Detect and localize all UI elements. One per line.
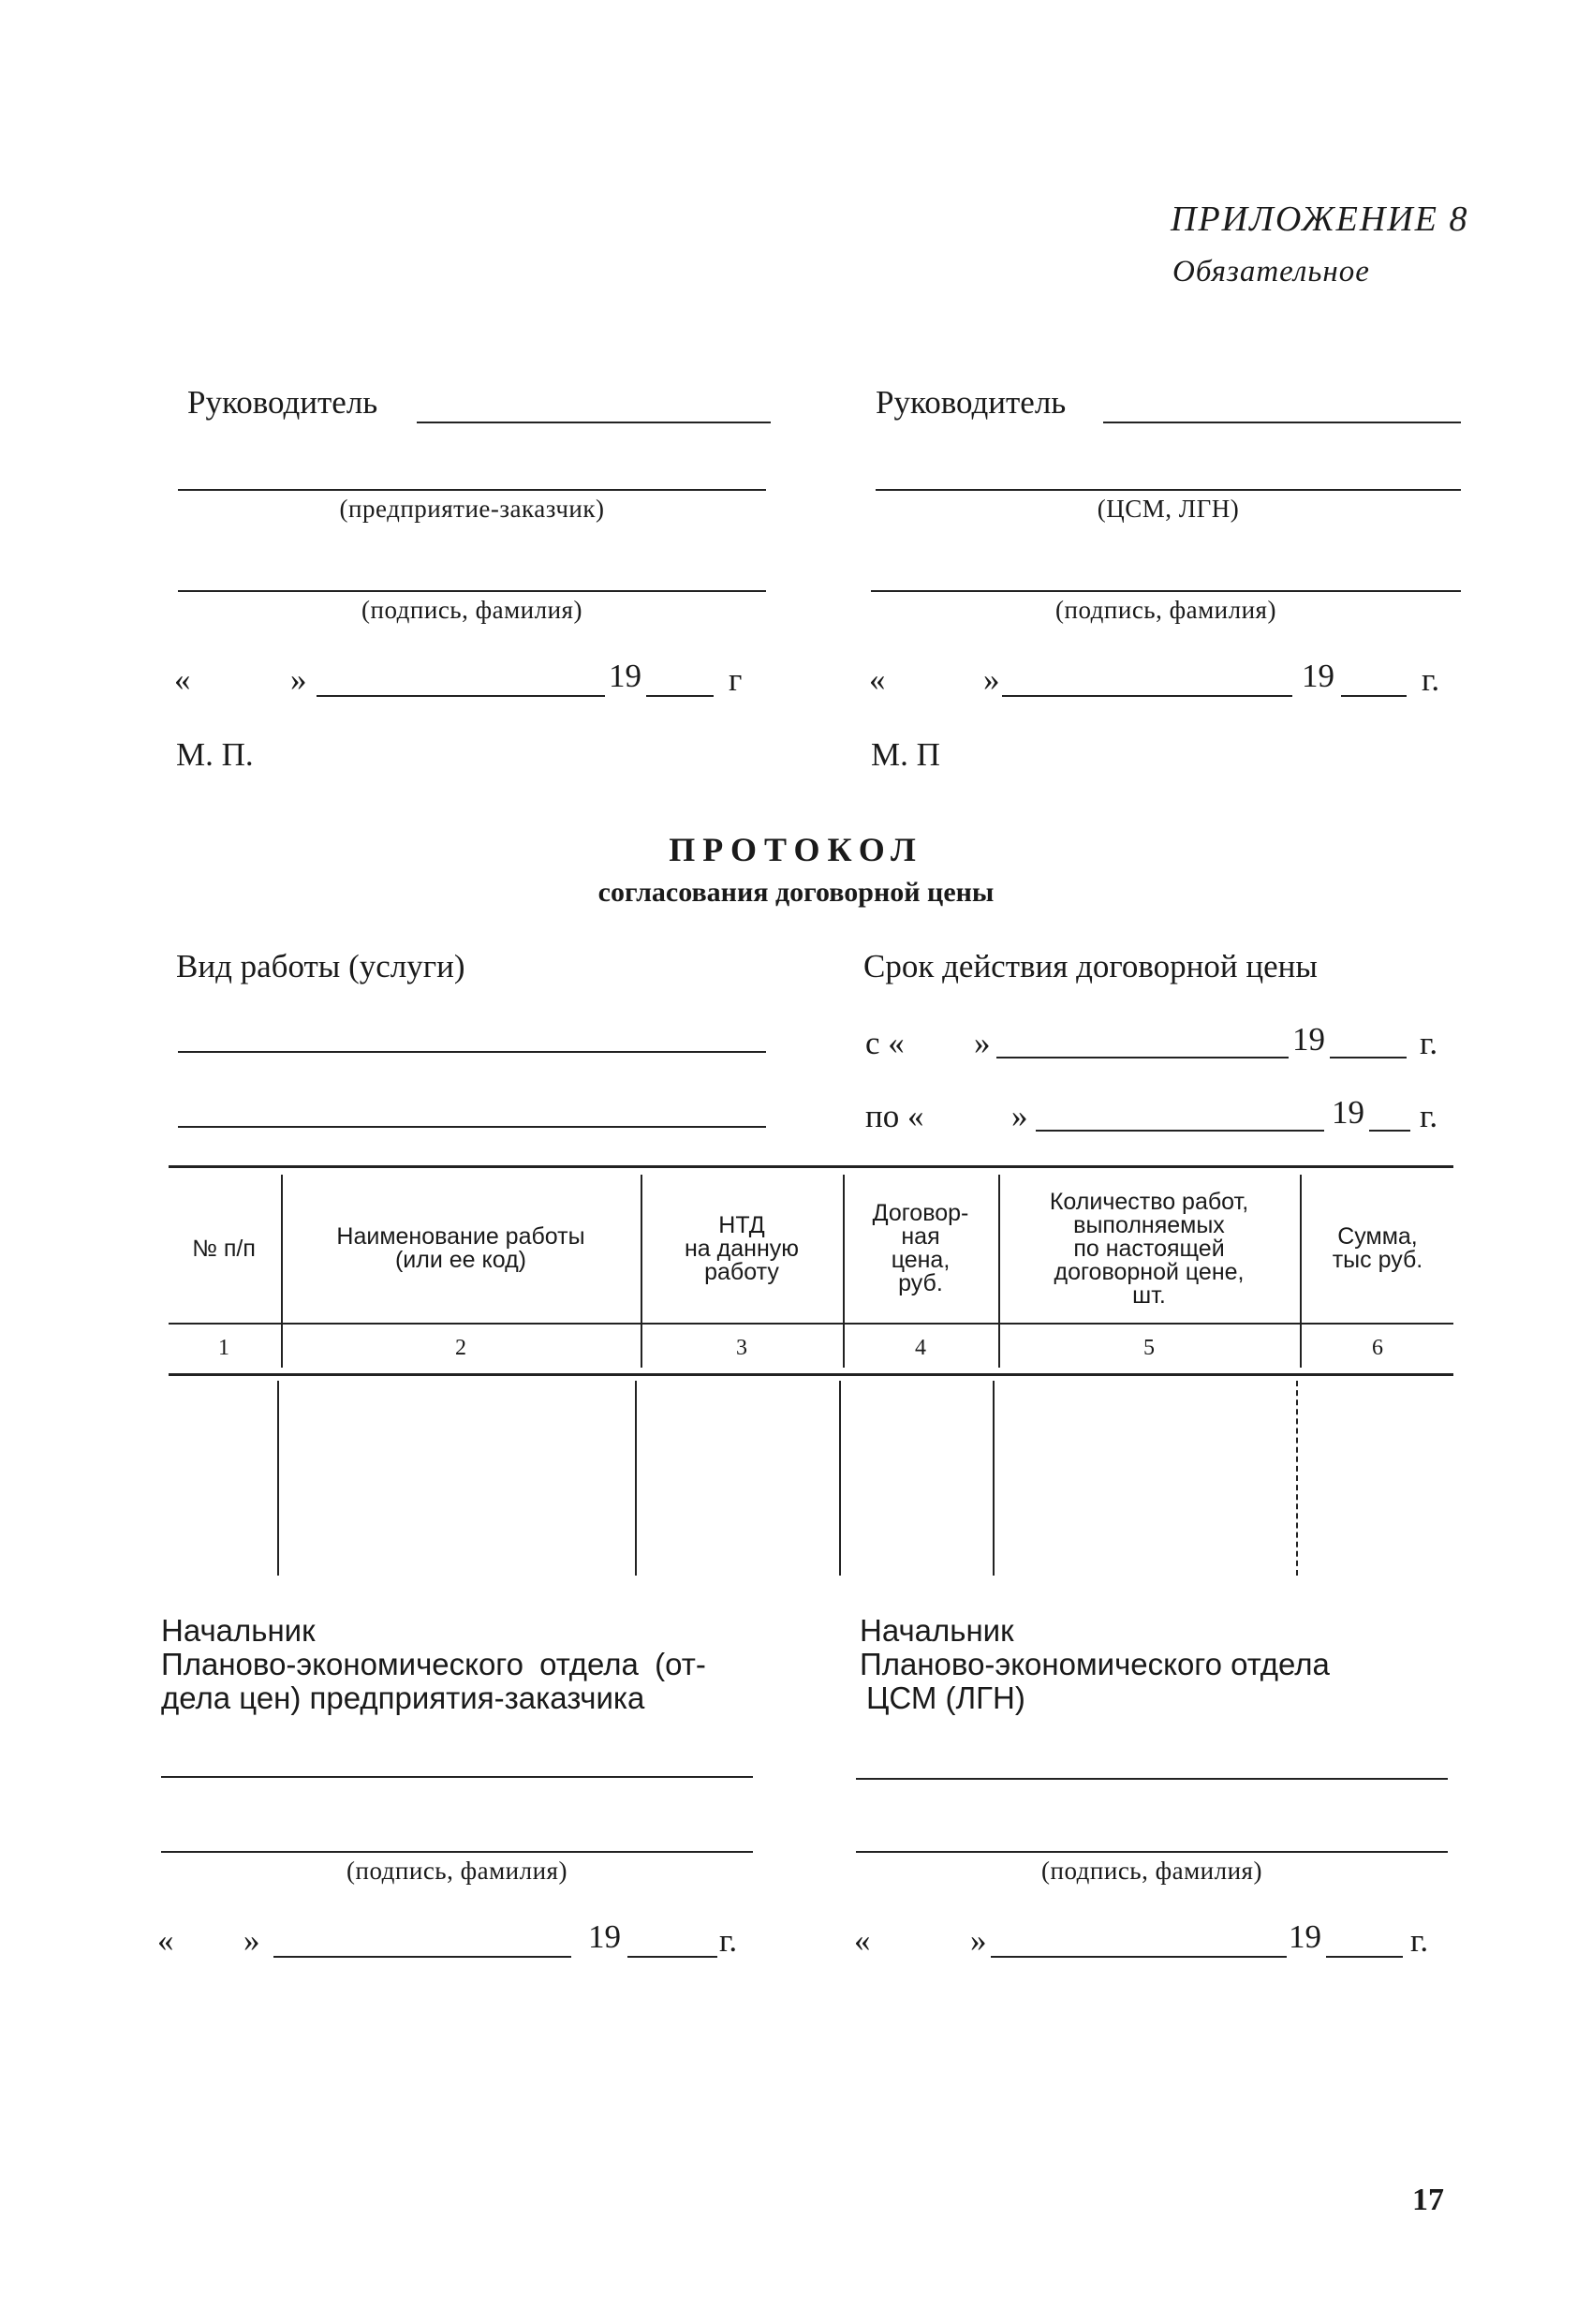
signature-left-dept-line1: Планово-экономического отдела (от- xyxy=(161,1647,706,1681)
table-divider-3 xyxy=(843,1175,845,1368)
table-body-divider-3 xyxy=(839,1381,841,1576)
signature-left-year: 19 xyxy=(588,1918,621,1955)
col-header-6-line-2: тыс руб. xyxy=(1332,1247,1423,1273)
col-header-4-line-4: руб. xyxy=(898,1270,943,1296)
approval-right-org-caption: (ЦСМ, ЛГН) xyxy=(1097,495,1240,523)
signature-left-year-line[interactable] xyxy=(627,1956,717,1958)
signature-right-year-suffix: г. xyxy=(1410,1922,1429,1959)
validity-label: Срок действия договорной цены xyxy=(863,948,1318,984)
validity-from-year-suffix: г. xyxy=(1420,1025,1438,1061)
col-header-4-line-2: ная xyxy=(901,1223,940,1250)
signature-right-date-close: » xyxy=(970,1922,987,1959)
signature-right-date-open: « xyxy=(854,1922,871,1959)
approval-right-year-line[interactable] xyxy=(1341,695,1407,697)
approval-left-year-suffix: г xyxy=(729,661,743,698)
table-body-cell-6[interactable] xyxy=(1300,1381,1452,1576)
col-number-2: 2 xyxy=(455,1336,466,1360)
page-number: 17 xyxy=(1412,2183,1444,2217)
col-header-6-text xyxy=(1333,1225,1423,1272)
signature-left-line-1[interactable] xyxy=(161,1776,753,1778)
approval-right-date-line[interactable] xyxy=(1002,695,1292,697)
col-number-3: 3 xyxy=(736,1336,747,1360)
signature-right-dept-line2: ЦСМ (ЛГН) xyxy=(866,1680,1025,1715)
appendix-title: ПРИЛОЖЕНИЕ 8 xyxy=(1171,200,1469,239)
table-top-rule xyxy=(169,1165,1453,1168)
approval-left-org-caption: (предприятие-заказчик) xyxy=(339,495,605,523)
validity-from-date-close: » xyxy=(974,1025,991,1061)
col-header-6-line-1: Сумма, xyxy=(1337,1223,1418,1250)
col-header-1 xyxy=(169,1178,279,1319)
signature-left-role: Начальник xyxy=(161,1613,316,1648)
col-header-2-text xyxy=(336,1225,584,1272)
approval-right-year-suffix: г. xyxy=(1422,661,1440,698)
signature-right-year: 19 xyxy=(1289,1918,1321,1955)
work-type-line-2[interactable] xyxy=(178,1126,766,1128)
col-header-4-line-3: цена, xyxy=(891,1247,951,1273)
signature-left-date-line[interactable] xyxy=(273,1956,571,1958)
approval-left-date-line[interactable] xyxy=(317,695,605,697)
validity-to-date-close: » xyxy=(1011,1098,1028,1134)
validity-to-year: 19 xyxy=(1332,1094,1364,1131)
table-body-cell-4[interactable] xyxy=(843,1381,991,1576)
approval-right-year: 19 xyxy=(1302,658,1334,694)
col-header-6 xyxy=(1302,1178,1453,1319)
col-header-5-line-3: по настоящей xyxy=(1073,1235,1225,1262)
col-number-4: 4 xyxy=(915,1336,926,1360)
col-header-1-text xyxy=(192,1237,256,1261)
approval-left-year-line[interactable] xyxy=(646,695,714,697)
table-body-divider-5 xyxy=(1296,1381,1298,1576)
table-body-divider-2 xyxy=(635,1381,637,1576)
validity-to-year-line[interactable] xyxy=(1369,1130,1410,1132)
table-body-cell-3[interactable] xyxy=(639,1381,837,1576)
table-body-cell-5[interactable] xyxy=(996,1381,1294,1576)
table-body-divider-4 xyxy=(993,1381,995,1576)
col-header-4-text xyxy=(873,1202,969,1295)
col-header-5 xyxy=(1000,1178,1298,1319)
table-body-cell-2[interactable] xyxy=(281,1381,633,1576)
col-header-3-line-2: на данную xyxy=(684,1235,799,1262)
table-divider-5 xyxy=(1300,1175,1302,1368)
approval-right-signature-line[interactable] xyxy=(871,590,1461,592)
signature-right-year-line[interactable] xyxy=(1326,1956,1403,1958)
col-header-5-line-5: шт. xyxy=(1132,1281,1166,1309)
table-numbers-rule xyxy=(169,1373,1453,1376)
approval-right-seal: М. П xyxy=(871,736,940,773)
approval-right-signature-caption: (подпись, фамилия) xyxy=(1055,596,1276,624)
table-divider-1 xyxy=(281,1175,283,1368)
col-number-1: 1 xyxy=(218,1336,229,1360)
signature-left-date-open: « xyxy=(157,1922,174,1959)
col-header-3-line-3: работу xyxy=(704,1258,779,1285)
col-number-6: 6 xyxy=(1372,1336,1383,1360)
validity-from-prefix: с « xyxy=(865,1025,905,1061)
approval-left-date-close: » xyxy=(290,661,307,698)
signature-left-dept-line2: дела цен) предприятия-заказчика xyxy=(161,1680,645,1715)
approval-left-signature-line[interactable] xyxy=(178,590,766,592)
table-divider-4 xyxy=(998,1175,1000,1368)
approval-left-signature-caption: (подпись, фамилия) xyxy=(361,596,582,624)
appendix-status: Обязательное xyxy=(1172,255,1370,289)
signature-right-dept-line1: Планово-экономического отдела xyxy=(860,1647,1330,1681)
col-number-5: 5 xyxy=(1143,1336,1155,1360)
protocol-subtitle: согласования договорной цены xyxy=(597,877,995,908)
approval-right-role: Руководитель xyxy=(876,384,1067,421)
col-header-2-line-2: (или ее код) xyxy=(394,1247,527,1273)
approval-left-role-line[interactable] xyxy=(417,422,771,423)
col-header-5-line-2: выполняемых xyxy=(1073,1211,1225,1238)
col-header-3 xyxy=(642,1178,841,1319)
signature-left-line-2[interactable] xyxy=(161,1851,753,1853)
protocol-title: ПРОТОКОЛ xyxy=(669,831,923,868)
col-header-2-line-1: Наименование работы xyxy=(336,1223,585,1250)
signature-right-line-2[interactable] xyxy=(856,1851,1448,1853)
approval-left-org-line[interactable] xyxy=(178,489,766,491)
col-header-3-line-1: НТД xyxy=(718,1211,765,1238)
approval-left-date-open: « xyxy=(174,661,191,698)
col-header-3-text xyxy=(684,1211,799,1285)
approval-left-role: Руководитель xyxy=(187,384,378,421)
approval-right-role-line[interactable] xyxy=(1103,422,1461,423)
table-divider-2 xyxy=(641,1175,642,1368)
col-header-1-line-1: № п/п xyxy=(192,1235,256,1262)
approval-right-org-line[interactable] xyxy=(876,489,1461,491)
table-header-rule xyxy=(169,1323,1453,1325)
col-header-4 xyxy=(845,1178,996,1319)
work-type-label: Вид работы (услуги) xyxy=(176,948,465,984)
table-body-cell-1[interactable] xyxy=(169,1381,275,1576)
validity-from-date-line[interactable] xyxy=(996,1057,1289,1058)
col-header-5-line-4: договорной цене, xyxy=(1054,1258,1245,1285)
col-header-4-line-1: Договор- xyxy=(872,1200,969,1226)
col-header-5-text xyxy=(1049,1188,1249,1309)
approval-right-date-open: « xyxy=(869,661,886,698)
signature-right-line-1[interactable] xyxy=(856,1778,1448,1780)
approval-left-year: 19 xyxy=(609,658,641,694)
signature-right-caption: (подпись, фамилия) xyxy=(1041,1857,1262,1885)
table-body-divider-1 xyxy=(277,1381,279,1576)
approval-right-date-close: » xyxy=(983,661,1000,698)
signature-right-role: Начальник xyxy=(860,1613,1014,1648)
validity-from-year-line[interactable] xyxy=(1330,1057,1407,1058)
validity-to-prefix: по « xyxy=(865,1098,924,1134)
work-type-line-1[interactable] xyxy=(178,1051,766,1053)
validity-to-date-line[interactable] xyxy=(1036,1130,1324,1132)
validity-to-year-suffix: г. xyxy=(1420,1098,1438,1134)
signature-right-date-line[interactable] xyxy=(991,1956,1287,1958)
signature-left-caption: (подпись, фамилия) xyxy=(346,1857,568,1885)
signature-left-year-suffix: г. xyxy=(719,1922,738,1959)
col-header-5-line-1: Количество работ, xyxy=(1049,1188,1249,1215)
approval-left-seal: М. П. xyxy=(176,736,254,773)
col-header-2 xyxy=(283,1178,639,1319)
validity-from-year: 19 xyxy=(1292,1021,1325,1058)
signature-left-date-close: » xyxy=(243,1922,260,1959)
